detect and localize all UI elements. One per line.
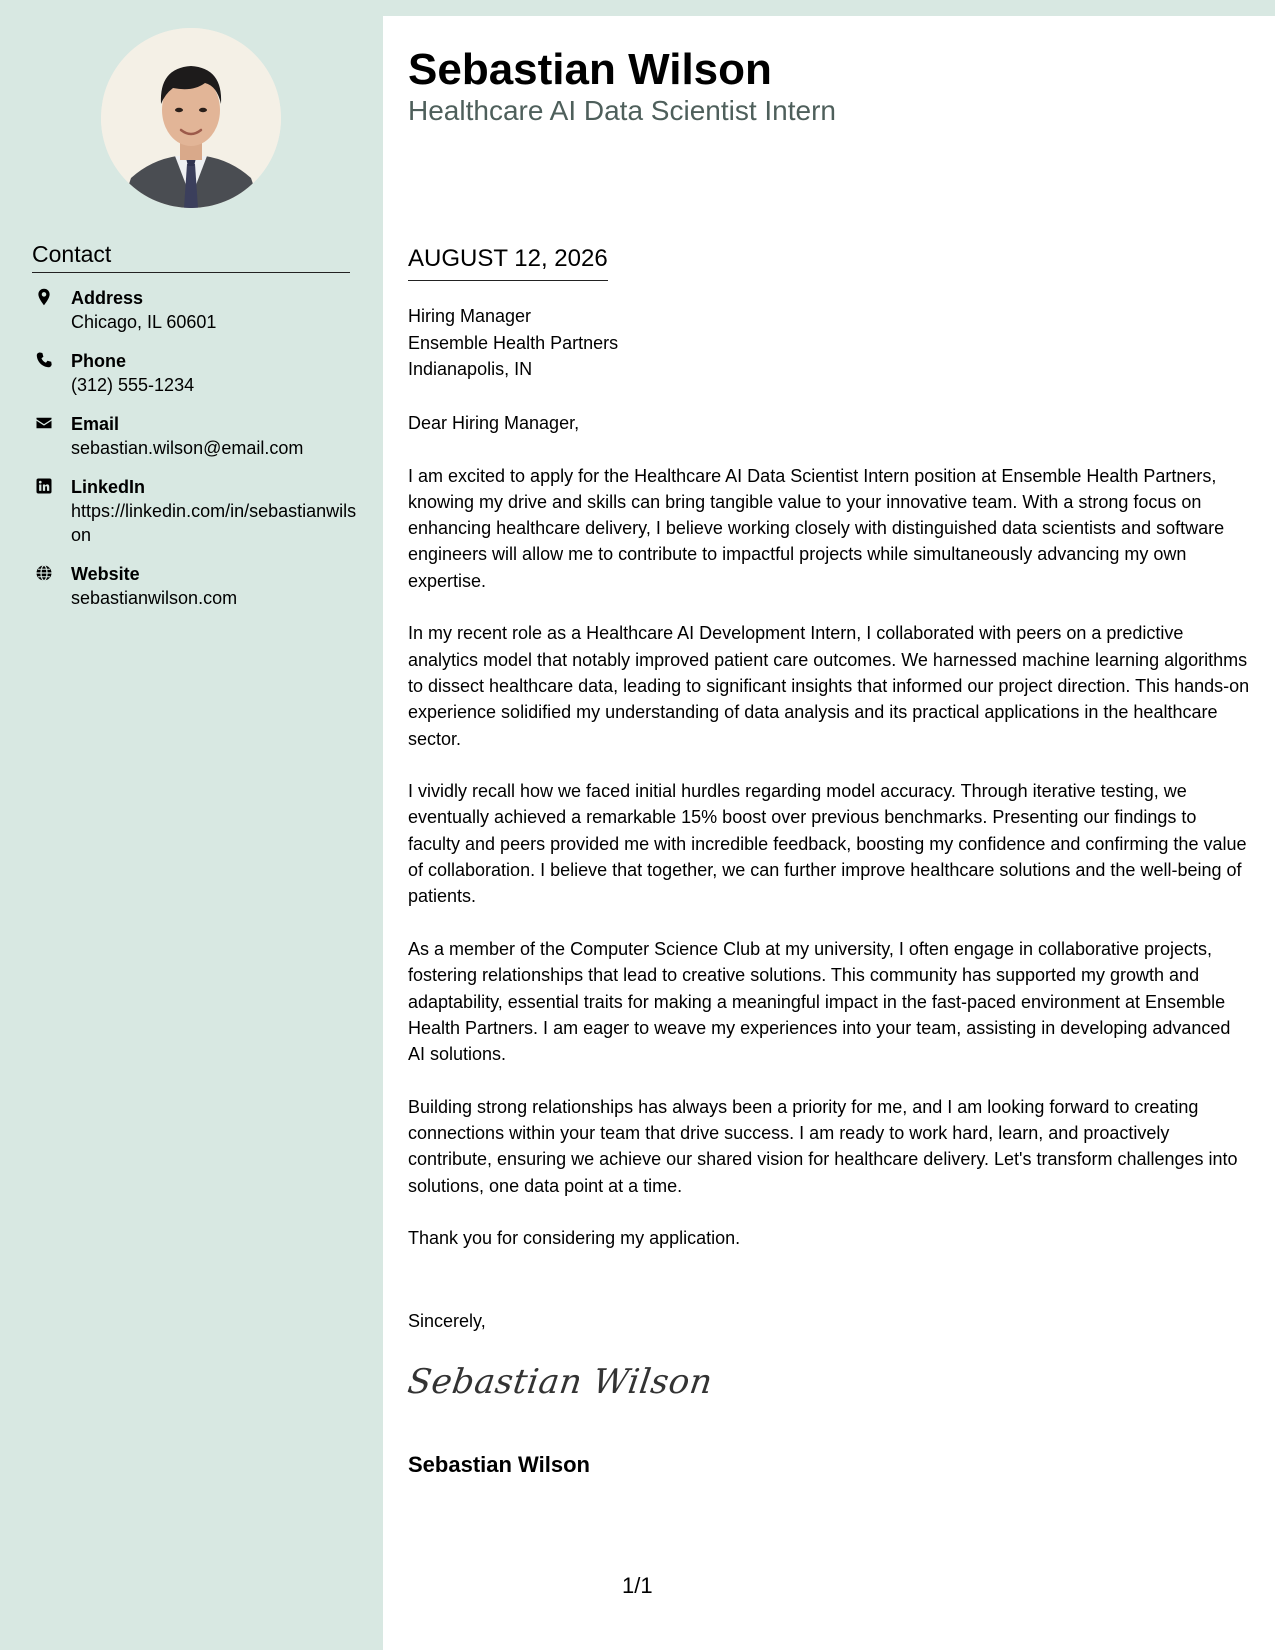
address-label: Address [71,288,144,308]
signed-name: Sebastian Wilson [408,1452,590,1477]
recipient-name: Hiring Manager [408,306,532,326]
website-value[interactable]: sebastianwilson.com [71,588,238,608]
website-label: Website [71,564,140,584]
letter-date: AUGUST 12, 2026 [408,244,608,281]
profile-photo [101,28,281,208]
map-pin-icon [35,288,53,306]
phone-icon [35,351,53,369]
contact-list [32,286,362,625]
contact-item-email [32,412,362,460]
envelope-icon [35,414,53,432]
job-title: Healthcare AI Data Scientist Intern [408,95,836,126]
linkedin-value[interactable]: https://linkedin.com/in/sebastianwilson [71,501,357,545]
contact-item-linkedin [32,475,362,547]
body-paragraph: Building strong relationships has always been a priority for me, and I am looking forward to creating connections within your team that drive success. I am ready to work hard, learn, and proactively contribute, ensuring we achieve our shared vision for healthcare delivery. Let's transform challenges into solutions, one data point at a time. [408,1096,1238,1196]
recipient-company: Ensemble Health Partners [408,332,619,353]
body-paragraph: I vividly recall how we faced initial hurdles regarding model accuracy. Through iterative testing, we eventually achieved a remarkable 15% boost over previous benchmarks. Presenting our findings to faculty and peers provided me with incredible feedback, boosting my confidence and confirming the value of collaboration. I believe that together, we can further improve healthcare solutions and the well-being of patients. [408,781,1247,907]
contact-item-phone [32,349,362,397]
recipient-location: Indianapolis, IN [408,359,533,379]
linkedin-icon [35,477,53,495]
handwritten-signature: Sebastian Wilson [405,1362,716,1402]
phone-value: (312) 555-1234 [71,375,195,395]
body-paragraph: I am excited to apply for the Healthcare AI Data Scientist Intern position at Ensemble Health Partners, knowing my drive and skills can bring tangible value to your innovative team. With a strong focus on enhancing healthcare delivery, I believe working closely with distinguished data scientists and software engineers will allow me to contribute to impactful projects while simultaneously advancing my own expertise. [408,465,1225,591]
linkedin-label: LinkedIn [71,477,146,497]
thank-you-line: Thank you for considering my application. [408,1228,741,1249]
contact-item-website [32,562,362,610]
contact-heading: Contact [32,240,350,273]
email-value: sebastian.wilson@email.com [71,438,304,458]
page-number: 1/1 [622,1573,653,1598]
body-paragraph: In my recent role as a Healthcare AI Development Intern, I collaborated with peers on a predictive analytics model that notably improved patient care outcomes. We harnessed machine learning algorithms to dissect healthcare data, leading to significant insights that informed our project direction. This hands-on experience solidified my understanding of data analysis and its practical applications in the healthcare sector. [408,623,1250,749]
letter-body [408,410,1250,1278]
closing: Sincerely, [408,1311,486,1331]
applicant-name: Sebastian Wilson [408,45,772,94]
globe-icon [35,564,53,582]
recipient-block [408,303,618,383]
contact-item-address [32,286,362,334]
address-value: Chicago, IL 60601 [71,312,217,332]
body-paragraph: As a member of the Computer Science Club at my university, I often engage in collaborative projects, fostering relationships that lead to creative solutions. This community has supported my growth and adaptability, essential traits for making a meaningful impact in the fast-paced environment at Ensemble Health Partners. I am eager to weave my experiences into your team, assisting in developing advanced AI solutions. [408,938,1231,1065]
phone-label: Phone [71,351,127,371]
email-label: Email [71,414,120,434]
salutation: Dear Hiring Manager, [408,413,580,433]
top-accent-strip [383,0,1275,16]
